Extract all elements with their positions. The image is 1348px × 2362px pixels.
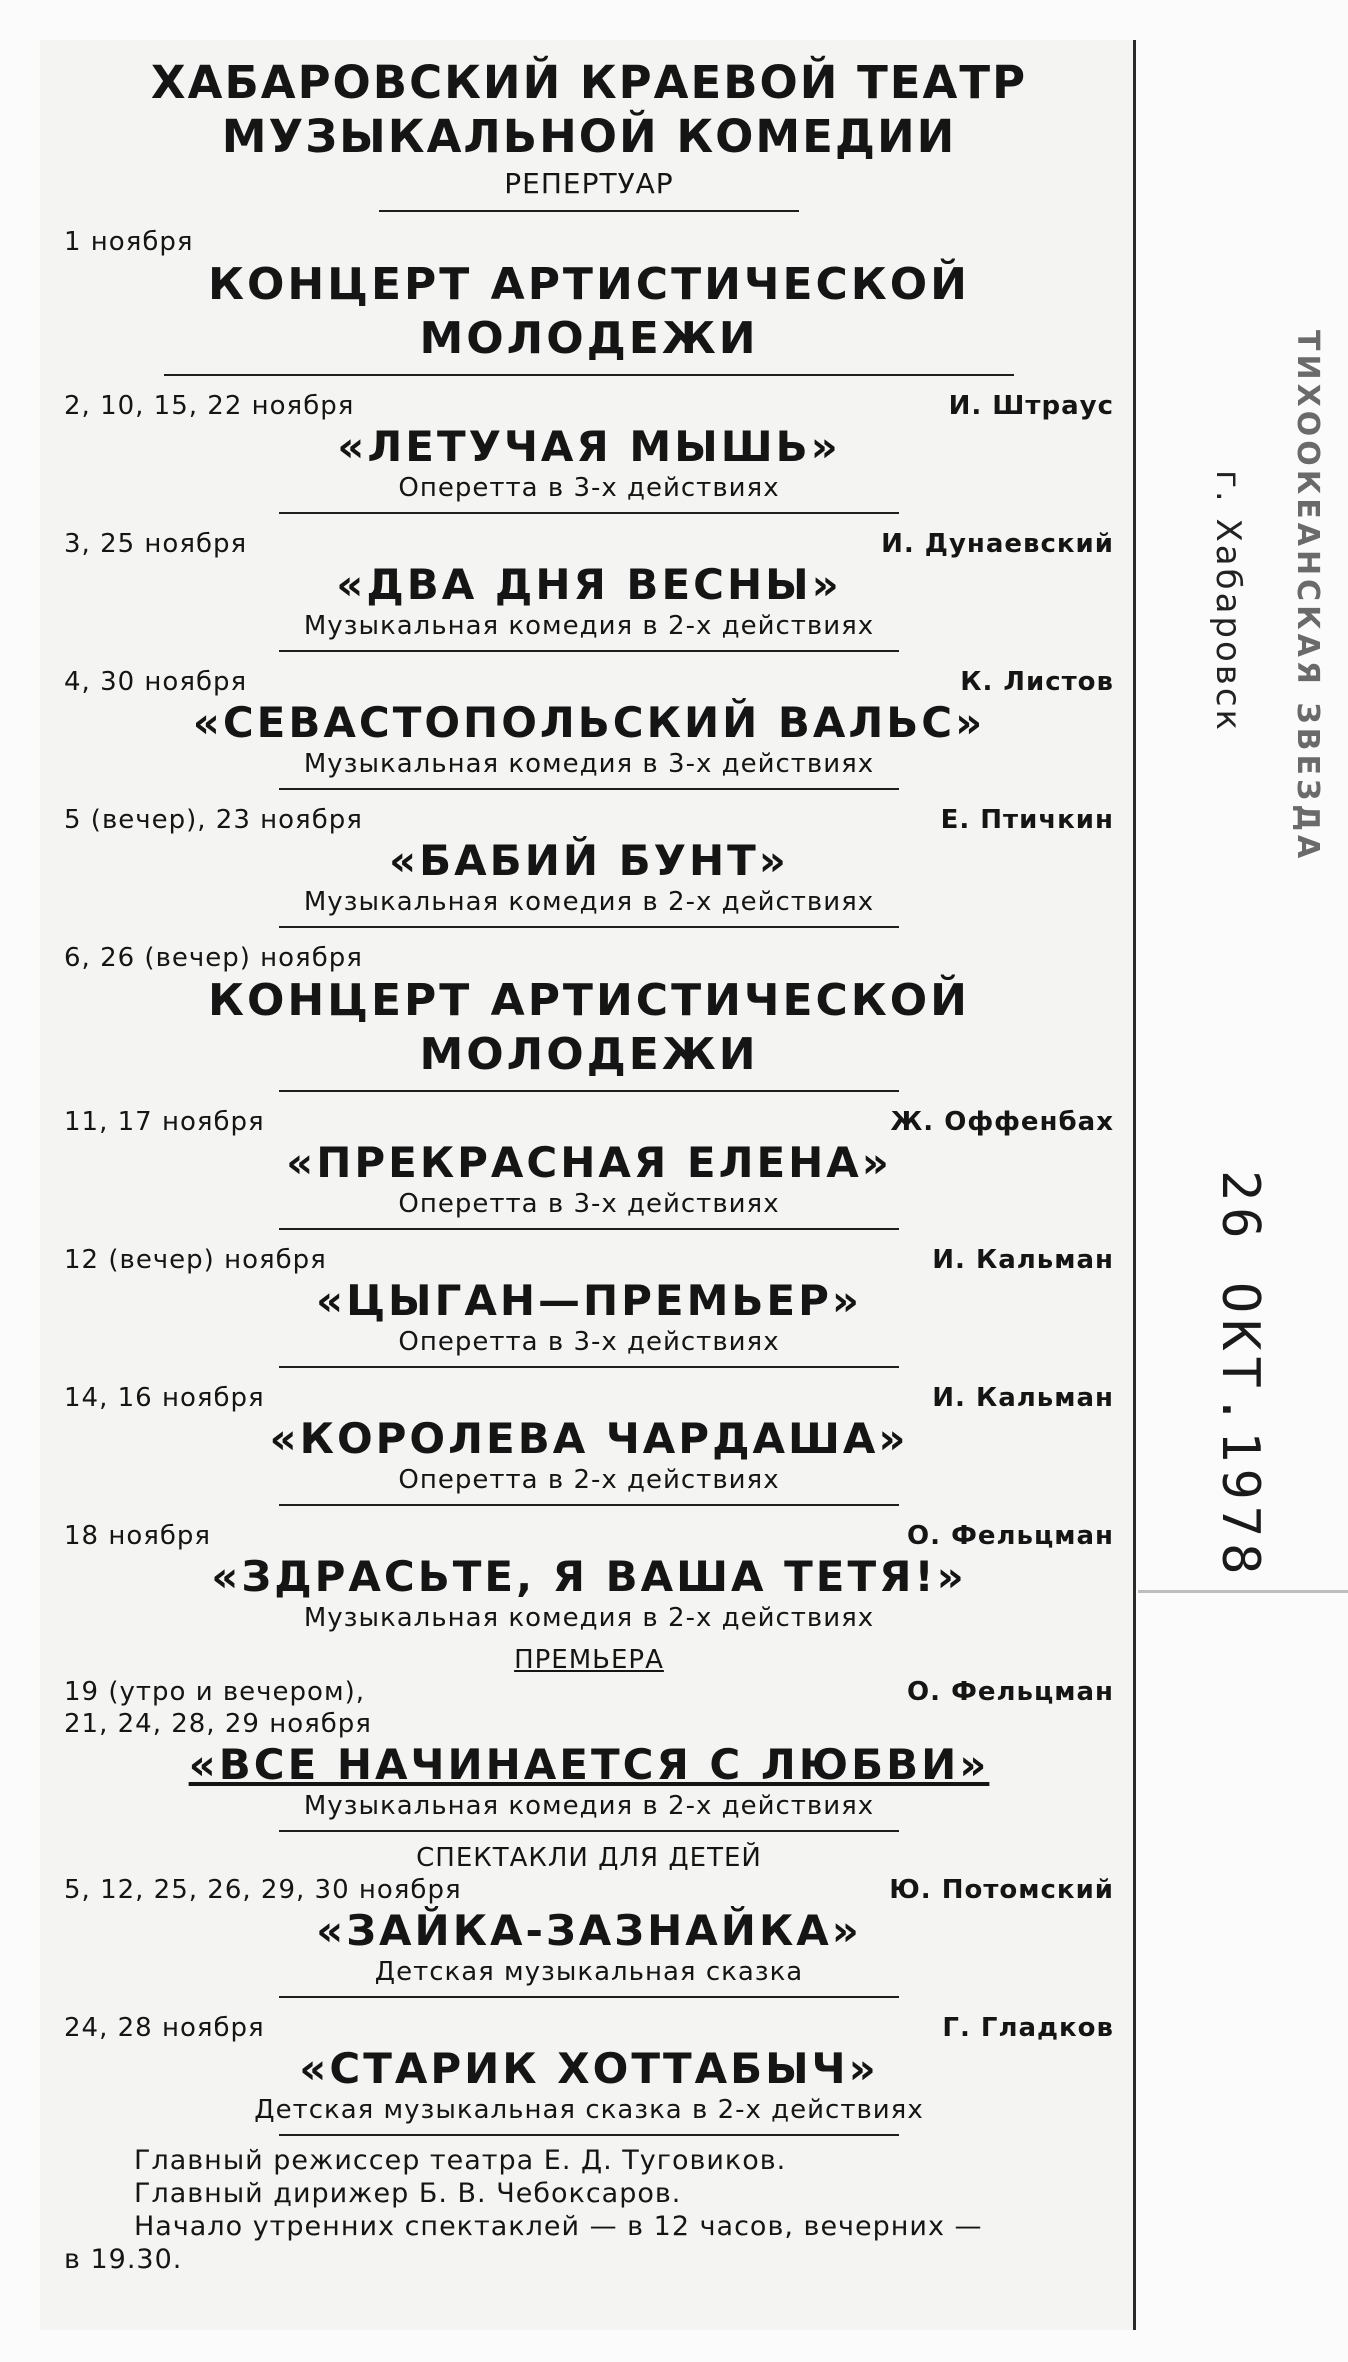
divider xyxy=(279,2134,899,2136)
event-date-continued: 21, 24, 28, 29 ноября xyxy=(64,1709,372,1739)
event-title: «ЦЫГАН—ПРЕМЬЕР» xyxy=(315,1276,863,1325)
event-title: «СЕВАСТОПОЛЬСКИЙ ВАЛЬС» xyxy=(192,698,986,747)
event-zdraste-ya-vasha-tetya xyxy=(64,1506,1114,1634)
date-stamp: 26 ОКТ.1978 xyxy=(1210,1170,1270,1581)
event-tsygan-premier xyxy=(64,1230,1114,1368)
event-date: 11, 17 ноября xyxy=(64,1107,265,1137)
event-concert-2 xyxy=(64,928,1114,1092)
footer-credits xyxy=(64,2144,1114,2276)
footer-director: Главный режиссер театра Е. Д. Туговиков. xyxy=(134,2145,787,2176)
event-title: «ВСЕ НАЧИНАЕТСЯ С ЛЮБВИ» xyxy=(188,1740,990,1789)
event-genre: Детская музыкальная сказка в 2-х действиях xyxy=(254,2095,924,2125)
event-genre: Оперетта в 3-х действиях xyxy=(398,1189,780,1219)
event-composer: Ж. Оффенбах xyxy=(890,1107,1114,1137)
event-title: «СТАРИК ХОТТАБЫЧ» xyxy=(299,2044,879,2093)
repertoire-heading: РЕПЕРТУАР xyxy=(504,167,674,200)
newspaper-clipping xyxy=(40,40,1136,2330)
event-date: 5 (вечер), 23 ноября xyxy=(64,805,363,835)
city-stamp: г. Хабаровск xyxy=(1208,470,1248,734)
event-koroleva-chardasha xyxy=(64,1368,1114,1506)
event-composer: И. Кальман xyxy=(932,1245,1114,1275)
event-composer: И. Дунаевский xyxy=(881,529,1114,559)
footer-start-times: Начало утренних спектаклей — в 12 часов, вечерних — xyxy=(134,2211,983,2242)
event-genre: Музыкальная комедия в 2-х действиях xyxy=(303,611,875,641)
event-prekrasnaya-elena xyxy=(64,1092,1114,1230)
event-date: 18 ноября xyxy=(64,1521,212,1551)
event-date: 5, 12, 25, 26, 29, 30 ноября xyxy=(64,1875,462,1905)
event-genre: Музыкальная комедия в 2-х действиях xyxy=(303,1791,875,1821)
event-title: «ЛЕТУЧАЯ МЫШЬ» xyxy=(337,422,841,471)
kids-label: СПЕКТАКЛИ ДЛЯ ДЕТЕЙ xyxy=(416,1843,762,1873)
event-date: 14, 16 ноября xyxy=(64,1383,265,1413)
event-genre: Музыкальная комедия в 2-х действиях xyxy=(303,887,875,917)
event-premiere xyxy=(64,1634,1114,1832)
event-date: 1 ноября xyxy=(64,227,194,257)
event-title: «КОРОЛЕВА ЧАРДАША» xyxy=(269,1414,909,1463)
event-date: 3, 25 ноября xyxy=(64,529,248,559)
event-date: 24, 28 ноября xyxy=(64,2013,265,2043)
footer-start-times-continued: в 19.30. xyxy=(64,2244,183,2275)
theatre-name-line2: МУЗЫКАЛЬНОЙ КОМЕДИИ xyxy=(221,110,957,163)
header xyxy=(64,40,1114,212)
event-composer: И. Кальман xyxy=(932,1383,1114,1413)
event-date: 12 (вечер) ноября xyxy=(64,1245,327,1275)
event-concert-1 xyxy=(64,212,1114,376)
event-composer: Г. Гладков xyxy=(942,2013,1114,2043)
event-date: 19 (утро и вечером), xyxy=(64,1677,365,1707)
event-title: «ДВА ДНЯ ВЕСНЫ» xyxy=(336,560,842,609)
event-composer: О. Фельцман xyxy=(907,1521,1114,1551)
event-genre: Оперетта в 3-х действиях xyxy=(398,473,780,503)
event-dva-dnya-vesny xyxy=(64,514,1114,652)
event-title: КОНЦЕРТ АРТИСТИЧЕСКОЙ МОЛОДЕЖИ xyxy=(207,975,970,1080)
event-composer: И. Штраус xyxy=(948,391,1114,421)
event-genre: Музыкальная комедия в 3-х действиях xyxy=(303,749,875,779)
event-genre: Детская музыкальная сказка xyxy=(374,1957,804,1987)
footer-conductor: Главный дирижер Б. В. Чебоксаров. xyxy=(134,2178,682,2209)
event-title: «ЗАЙКА-ЗАЗНАЙКА» xyxy=(316,1906,862,1955)
event-letuchaya-mysh xyxy=(64,376,1114,514)
event-genre: Оперетта в 3-х действиях xyxy=(398,1327,780,1357)
event-composer: Ю. Потомский xyxy=(889,1875,1114,1905)
event-title: КОНЦЕРТ АРТИСТИЧЕСКОЙ МОЛОДЕЖИ xyxy=(207,259,970,364)
event-genre: Музыкальная комедия в 2-х действиях xyxy=(303,1603,875,1633)
event-title: «БАБИЙ БУНТ» xyxy=(389,836,789,885)
theatre-name-line1: ХАБАРОВСКИЙ КРАЕВОЙ ТЕАТР xyxy=(150,56,1028,109)
kids-section xyxy=(64,1832,1114,1998)
event-composer: К. Листов xyxy=(960,667,1114,697)
event-title: «ЗДРАСЬТЕ, Я ВАША ТЕТЯ!» xyxy=(211,1552,967,1601)
event-title: «ПРЕКРАСНАЯ ЕЛЕНА» xyxy=(286,1138,892,1187)
newspaper-name-stamp: ТИХООКЕАНСКАЯ ЗВЕЗДА xyxy=(1290,330,1325,863)
event-composer: О. Фельцман xyxy=(907,1677,1114,1707)
premiere-label: ПРЕМЬЕРА xyxy=(514,1645,664,1675)
event-date: 4, 30 ноября xyxy=(64,667,248,697)
event-sevastopolskiy-vals xyxy=(64,652,1114,790)
repertoire-announcement xyxy=(64,40,1114,2276)
event-genre: Оперетта в 2-х действиях xyxy=(398,1465,780,1495)
event-date: 6, 26 (вечер) ноября xyxy=(64,943,363,973)
event-date: 2, 10, 15, 22 ноября xyxy=(64,391,355,421)
event-babiy-bunt xyxy=(64,790,1114,928)
sheet-edge xyxy=(1138,1590,1348,1593)
event-starik-khottabych xyxy=(64,1998,1114,2136)
event-composer: Е. Птичкин xyxy=(940,805,1114,835)
